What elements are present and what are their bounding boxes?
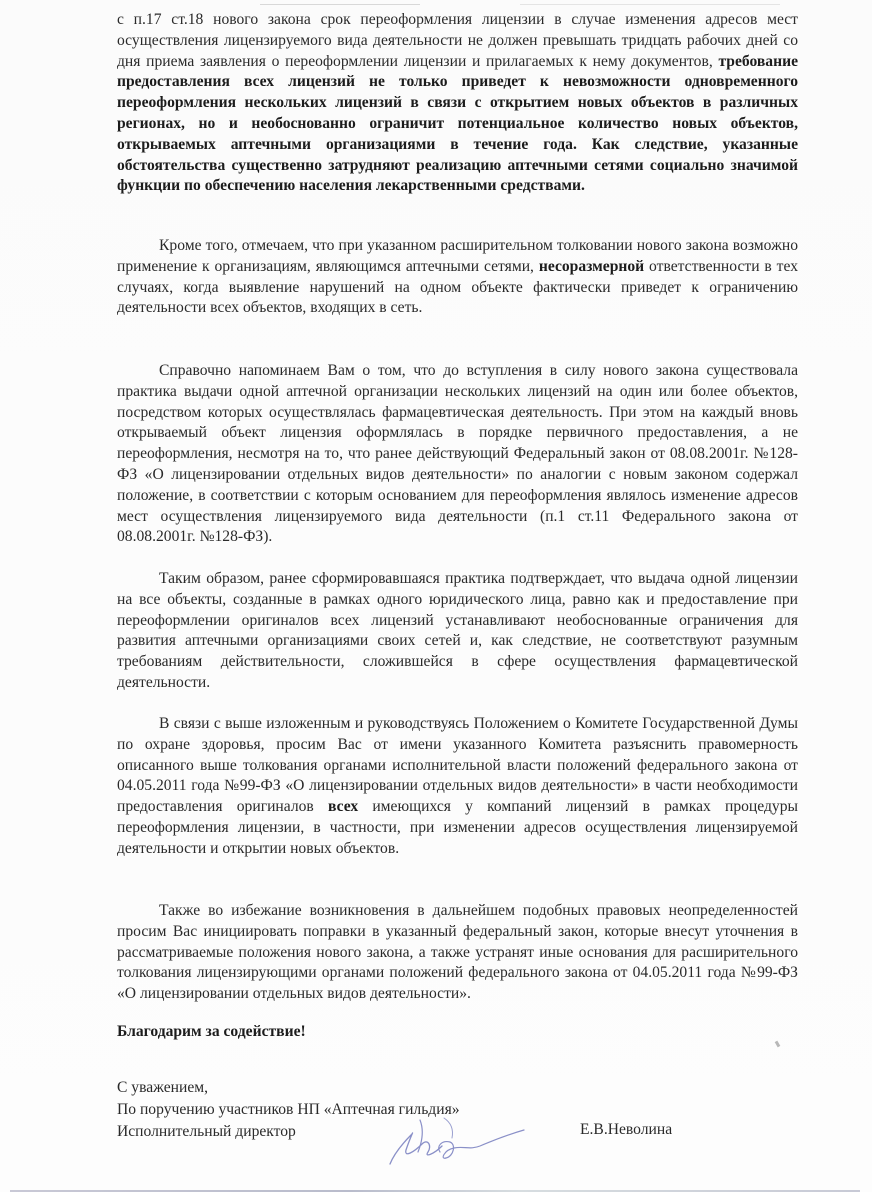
paragraph-previous-practice: [117, 361, 798, 548]
paragraph-text: В связи с выше изложенным и руководствуясь Положением о Комитете Государственной Думы по охране здоровья, просим Вас от имени указанного Комитета разъяснить правомерность описанного выше толкования органами исполнительной власти положений федерального закона от 04.05.2011 года №99-ФЗ «О лицензировании отдельных видов деятельности» в части необходимости предоставления оригиналов: [117, 715, 798, 816]
scan-speck: [775, 1041, 781, 1048]
paragraph-text: имеющихся у компаний лицензий в рамках процедуры переоформления лицензии, в частности, при изменении адресов осуществления лицензируемой деятельности и открытии новых объектов.: [117, 798, 798, 857]
scan-edge-top: [260, 4, 420, 5]
closing-regards: С уважением,: [117, 1079, 209, 1096]
paragraph-text: Таким образом, ранее сформировавшаяся практика подтверждает, что выдача одной лицензии на все объекты, созданные в рамках одного юридического лица, равно как и предоставление при переоформлении оригиналов всех лицензий устанавливают необоснованные ограничения для развития аптечными организациями своих сетей и, как следствие, не соответствуют разумным требованиям действительности, сложившейся в сфере осуществления фармацевтической деятельности.: [117, 570, 798, 691]
scan-edge-top-right: [520, 4, 780, 5]
paragraph-text: Кроме того, отмечаем, что при указанном расширительном толковании нового закона возможно применение к организациям, являющимся аптечными сетями,: [117, 237, 798, 275]
paragraph-license-reissue-term: [117, 10, 798, 197]
paragraph-text: Справочно напоминаем Вам о том, что до вступления в силу нового закона существовала практика выдачи одной аптечной организации нескольких лицензий на один или более объектов, посредством которых осуществлялась фармацевтическая деятельность. При этом на каждый вновь открываемый объект лицензия оформлялась в порядке первичного предоставления, а не переоформления, несмотря на то, что ранее действующий Федеральный закон от 08.08.2001г. №128-ФЗ «О лицензировании отдельных видов деятельности» по аналогии с новым законом содержал положение, в соответствии с которым основанием для переоформления являлось изменение адресов мест осуществления лицензируемого вида деятельности (п.1 ст.11 Федерального закона от 08.08.2001г. №128-ФЗ).: [117, 362, 798, 546]
paragraph-text: Также во избежание возникновения в дальнейшем подобных правовых неопределенностей просим Вас инициировать поправки в указанный федеральный закон, которые внесут уточнения в рассматриваемые положения нового закона, а также устранят иные основания для расширительного толкования лицензирующими органами положений федерального закона от 04.05.2011 года №99-ФЗ «О лицензировании отдельных видов деятельности».: [117, 902, 798, 1003]
paragraph-text: с п.17 ст.18 нового закона срок переоформления лицензии в случае изменения адресов мест осуществления лицензируемого вида деятельности не должен превышать тридцать рабочих дней со дня приема заявления о переоформлении лицензии и прилагаемых к нему документов,: [117, 11, 798, 70]
paragraph-text: ответственности в тех случаях, когда выявление нарушений на одном объекте фактически приведет к ограничению деятельности всех объектов, входящих в сеть.: [117, 257, 798, 317]
closing-position: Исполнительный директор: [117, 1123, 296, 1140]
signature-stroke: [390, 1133, 442, 1164]
paragraph-disproportionate-liability: [117, 236, 798, 319]
signer-name: Е.В.Неволина: [580, 1121, 673, 1138]
handwritten-signature: [384, 1116, 534, 1168]
paragraph-bold-text: всех: [327, 798, 359, 816]
paragraph-bold-text: требование предоставления всех лицензий не только приведет к невозможности одновременного переоформления нескольких лицензий в связи с открытием новых объектов в различных регионах, но и необоснованно ограничит потенциальное количество новых объектов, открываемых аптечными организациями в течение года. Как следствие, указанные обстоятельства существенно затрудняют реализацию аптечными сетями социально значимой функции по обеспечению населения лекарственными средствами.: [117, 52, 798, 195]
thanks-line: Благодарим за содействие!: [117, 1023, 306, 1040]
scan-margin-bottom: [0, 1192, 872, 1200]
signature-stroke: [444, 1118, 453, 1138]
paragraph-request-amendments: [117, 901, 798, 1005]
paragraph-conclusion: [117, 569, 798, 694]
paragraph-request-clarification: [117, 714, 798, 860]
closing-on-behalf: По поручению участников НП «Аптечная гильдия»: [117, 1101, 460, 1118]
paragraph-bold-text: несоразмерной: [538, 257, 645, 275]
